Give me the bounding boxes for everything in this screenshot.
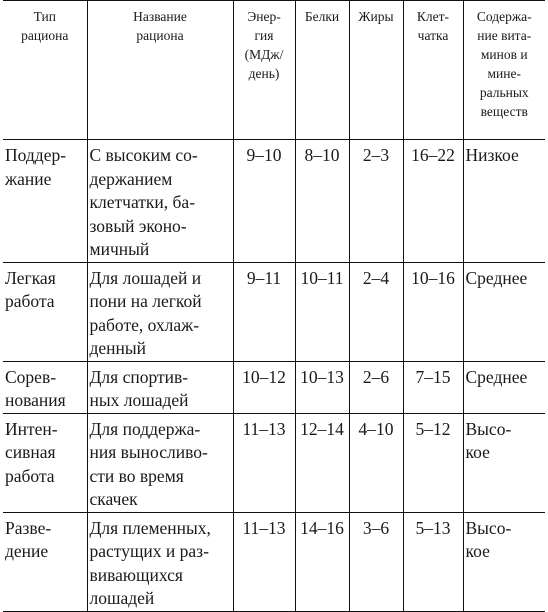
cell-vitamins	[463, 361, 545, 413]
cell-vitamins	[463, 262, 545, 361]
cell-line: Поддер-	[5, 145, 67, 165]
cell-line: Для лошадей и	[89, 267, 202, 288]
cell-fiber: 5–13	[403, 512, 463, 611]
header-line: день)	[248, 66, 280, 81]
cell-name	[87, 262, 233, 361]
table-row	[3, 512, 545, 611]
cell-line: Разве-	[5, 517, 52, 538]
cell-protein: 10–11	[295, 262, 349, 361]
header-line: Тип	[33, 9, 56, 24]
table-row	[3, 413, 545, 512]
header-line: Энер-	[247, 9, 281, 24]
cell-energy: 9–10	[233, 140, 295, 263]
header-line: гия	[254, 28, 274, 43]
cell-vitamins	[463, 512, 545, 611]
cell-line: Среднее	[465, 366, 528, 387]
cell-line: вивающихся	[89, 564, 183, 585]
cell-line: Низкое	[465, 145, 519, 165]
cell-line: лошадей	[89, 588, 155, 608]
cell-line: работа	[5, 465, 55, 486]
table-row	[3, 140, 545, 263]
cell-protein: 8–10	[295, 140, 349, 263]
header-fat	[349, 1, 403, 140]
cell-line: зовый эконо-	[89, 215, 187, 236]
cell-fiber: 7–15	[403, 361, 463, 413]
cell-type	[3, 262, 87, 361]
cell-line: мичный	[89, 239, 150, 259]
cell-line: Для спортив-	[89, 366, 189, 387]
cell-energy: 11–13	[233, 413, 295, 512]
cell-line: Интен-	[5, 418, 58, 439]
header-line: Клет-	[416, 9, 450, 24]
header-name	[87, 1, 233, 140]
cell-energy: 11–13	[233, 512, 295, 611]
cell-fiber: 10–16	[403, 262, 463, 361]
header-line: ние вита-	[477, 28, 532, 43]
cell-name	[87, 140, 233, 263]
cell-line: клетчатки, ба-	[89, 192, 196, 212]
table-row	[3, 361, 545, 413]
cell-fat: 2–4	[349, 262, 403, 361]
cell-type	[3, 361, 87, 413]
cell-line: ния выносливо-	[89, 442, 208, 462]
cell-line: Легкая	[5, 267, 56, 288]
header-line: Содержа-	[476, 9, 532, 24]
cell-line: жание	[5, 168, 52, 189]
cell-line: пони на легкой	[89, 291, 202, 311]
cell-protein: 14–16	[295, 512, 349, 611]
header-energy	[233, 1, 295, 140]
header-line: мине-	[487, 66, 521, 81]
cell-energy: 9–11	[233, 262, 295, 361]
cell-fiber: 5–12	[403, 413, 463, 512]
header-line: рациона	[21, 28, 69, 43]
cell-protein: 10–13	[295, 361, 349, 413]
cell-line: работа	[5, 291, 55, 311]
cell-line: Среднее	[465, 267, 528, 288]
cell-type	[3, 413, 87, 512]
cell-name	[87, 413, 233, 512]
cell-line: сти во время	[89, 465, 184, 486]
cell-name	[87, 361, 233, 413]
cell-line: Сорев-	[5, 366, 57, 387]
cell-line: ных лошадей	[89, 390, 189, 410]
header-vitamins	[463, 1, 545, 140]
cell-line: скачек	[89, 489, 138, 509]
header-line: Название	[133, 9, 187, 24]
cell-line: нования	[5, 390, 66, 410]
header-fiber	[403, 1, 463, 140]
cell-energy: 10–12	[233, 361, 295, 413]
table-header-row	[3, 1, 545, 140]
cell-type	[3, 140, 87, 263]
cell-line: сивная	[5, 442, 56, 462]
table-row	[3, 262, 545, 361]
cell-line: дение	[5, 541, 49, 561]
cell-fat: 3–6	[349, 512, 403, 611]
cell-vitamins	[463, 413, 545, 512]
cell-line: Высо-	[465, 418, 512, 439]
cell-fiber: 16–22	[403, 140, 463, 263]
header-line: Белки	[304, 9, 340, 24]
header-line: чатка	[417, 28, 449, 43]
cell-line: С высоким со-	[89, 145, 198, 165]
cell-line: держанием	[89, 168, 173, 189]
cell-line: Для племенных,	[89, 517, 211, 538]
cell-type	[3, 512, 87, 611]
header-line: ральных	[479, 85, 529, 100]
cell-line: работе, охлаж-	[89, 314, 200, 335]
header-line: рациона	[136, 28, 184, 43]
cell-name	[87, 512, 233, 611]
cell-line: растущих и раз-	[89, 541, 209, 561]
cell-line: денный	[89, 338, 147, 358]
cell-fat: 2–3	[349, 140, 403, 263]
cell-line: Высо-	[465, 517, 512, 538]
header-line: веществ	[480, 104, 528, 119]
header-line: (МДж/	[244, 47, 284, 62]
header-line: Жиры	[358, 9, 394, 24]
ration-table	[3, 0, 545, 612]
cell-line: кое	[465, 442, 490, 462]
cell-fat: 4–10	[349, 413, 403, 512]
cell-vitamins	[463, 140, 545, 263]
header-line: минов и	[480, 47, 528, 62]
cell-fat: 2–6	[349, 361, 403, 413]
cell-protein: 12–14	[295, 413, 349, 512]
cell-line: Для поддержа-	[89, 418, 201, 439]
cell-line: кое	[465, 541, 490, 561]
header-protein	[295, 1, 349, 140]
header-type	[3, 1, 87, 140]
